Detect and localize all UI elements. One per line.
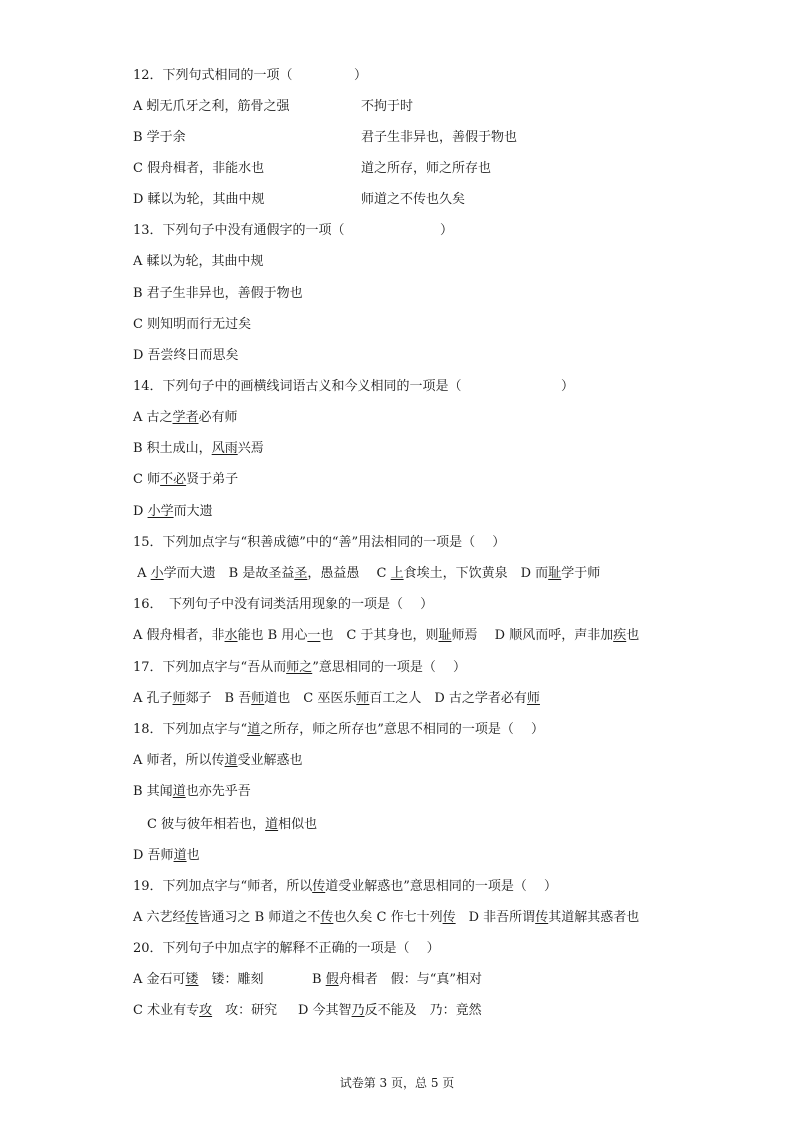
q13-option-a: A 輮以为轮，其曲中规 <box>133 254 264 269</box>
q12-option-d-left: D 輮以为轮，其曲中规 <box>133 192 265 207</box>
page-footer: 试卷第 3 页，总 5 页 <box>339 1076 455 1090</box>
q14-stem: 14．下列句子中的画横线词语古义和今义相同的一项是（ <box>133 379 462 394</box>
q20-stem: 20．下列句子中加点字的解释不正确的一项是（ ） <box>133 941 440 956</box>
q17-stem: 17．下列加点字与“吾从而师之”意思相同的一项是（ ） <box>133 660 466 675</box>
q18-option-a: A 师者，所以传道受业解惑也 <box>133 753 303 768</box>
q20-option-d: D 今其智乃反不能及 乃：竟然 <box>298 1003 482 1018</box>
q13-stem: 13．下列句子中没有通假字的一项（ <box>133 223 345 238</box>
q18-option-b: B 其闻道也亦先乎吾 <box>133 784 251 799</box>
q13-option-d: D 吾尝终日而思矣 <box>133 348 239 363</box>
q12-option-c-left: C 假舟楫者，非能水也 <box>133 161 265 176</box>
q18-option-d: D 吾师道也 <box>133 848 200 863</box>
q19-stem: 19．下列加点字与“师者，所以传道受业解惑也”意思相同的一项是（ ） <box>133 879 557 894</box>
q14-option-d: D 小学而大遗 <box>133 504 213 519</box>
q12-option-d-right: 师道之不传也久矣 <box>361 192 466 207</box>
q14-stem-close: ） <box>561 379 575 394</box>
q15-stem: 15．下列加点字与“积善成德”中的“善”用法相同的一项是（ ） <box>133 535 506 550</box>
q20-option-b: B 假舟楫者 假：与“真”相对 <box>312 972 482 987</box>
q18-option-c: C 彼与彼年相若也，道相似也 <box>147 817 318 832</box>
q20-option-c: C 术业有专攻 攻：研究 <box>133 1003 278 1018</box>
q12-stem: 12．下列句式相同的一项（ <box>133 68 293 83</box>
q14-option-a: A 古之学者必有师 <box>133 410 238 425</box>
q15-options: A 小学而大遗 B 是故圣益圣，愚益愚 C 上食埃土，下饮黄泉 D 而耻学于师 <box>133 566 601 581</box>
q12-option-a-right: 不拘于时 <box>361 99 414 114</box>
q18-stem: 18．下列加点字与“道之所存，师之所存也”意思不相同的一项是（ ） <box>133 722 544 737</box>
q12-option-b-right: 君子生非异也，善假于物也 <box>361 130 518 145</box>
q16-stem: 16． 下列句子中没有词类活用现象的一项是（ ） <box>133 597 434 612</box>
q20-option-a: A 金石可镂 镂：雕刻 <box>133 972 264 987</box>
q19-options: A 六艺经传皆通习之 B 师道之不传也久矣 C 作七十列传 D 非吾所谓传其道解其惑者也 <box>133 910 640 925</box>
q14-option-b: B 积土成山，风雨兴焉 <box>133 441 264 456</box>
q14-option-c: C 师不必贤于弟子 <box>133 472 239 487</box>
q13-option-c: C 则知明而行无过矣 <box>133 317 252 332</box>
q16-options: A 假舟楫者，非水能也 B 用心一也 C 于其身也，则耻师焉 D 顺风而呼，声非加疾也 <box>133 628 640 643</box>
q13-option-b: B 君子生非异也，善假于物也 <box>133 286 303 301</box>
q12-stem-close: ） <box>354 68 368 83</box>
q12-option-b-left: B 学于余 <box>133 130 186 145</box>
q12-option-c-right: 道之所存，师之所存也 <box>361 161 492 176</box>
q12-option-a-left: A 蚓无爪牙之利，筋骨之强 <box>133 99 290 114</box>
q17-options: A 孔子师郯子 B 吾师道也 C 巫医乐师百工之人 D 古之学者必有师 <box>133 691 540 706</box>
q13-stem-close: ） <box>440 223 454 238</box>
